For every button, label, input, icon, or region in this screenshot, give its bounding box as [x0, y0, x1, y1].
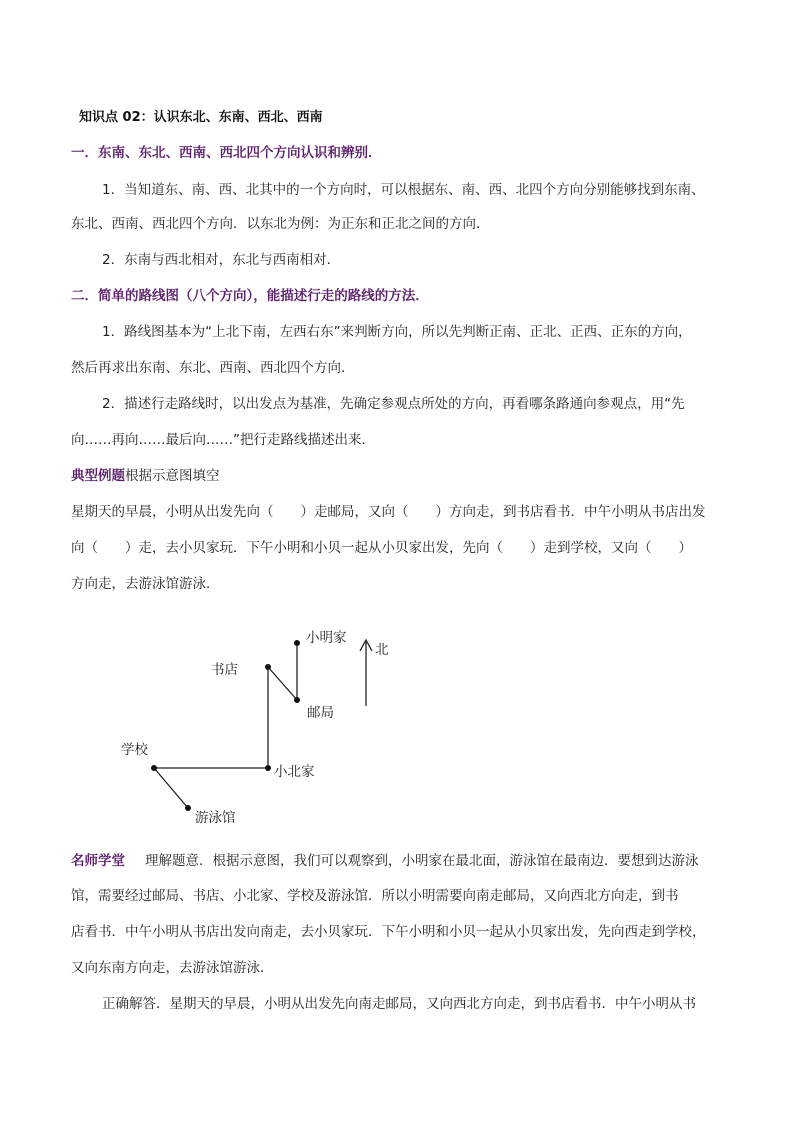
point-xiaobei-home	[265, 765, 271, 771]
point-xiaoming-home	[294, 640, 300, 646]
example-label: 典型例题	[71, 468, 125, 484]
label-bookstore: 书店	[211, 662, 238, 678]
label-north: 北	[375, 642, 389, 658]
example-question-line3: 方向走，去游泳馆游泳．	[71, 576, 220, 592]
teacher-line4: 又向东南方向走，去游泳馆游泳．	[71, 960, 274, 976]
label-pool: 游泳馆	[195, 810, 236, 826]
teacher-label: 名师学堂	[71, 853, 125, 869]
section2-paragraph2-line2: 向……再向……最后向……”把行走路线描述出来．	[71, 432, 375, 448]
section2-paragraph2-line1: 2．描述行走路线时，以出发点为基准，先确定参观点所处的方向，再看哪条路通向参观点，用“先	[102, 396, 685, 412]
example-instruction: 根据示意图填空	[125, 468, 220, 484]
page-title: 知识点 02：认识东北、东南、西北、西南	[79, 110, 323, 125]
route-post-to-bookstore	[268, 667, 297, 700]
label-xiaoming-home: 小明家	[306, 630, 347, 646]
point-bookstore	[265, 664, 271, 670]
example-header	[71, 466, 220, 486]
point-school	[151, 765, 157, 771]
north-arrow-icon	[360, 640, 372, 651]
point-pool	[185, 805, 191, 811]
section1-paragraph2: 2．东南与西北相对，东北与西南相对．	[102, 252, 341, 268]
section1-title: 一．东南、东北、西南、西北四个方向认识和辨别．	[71, 145, 382, 161]
teacher-line3: 店看书．中午小明从书店出发向南走，去小贝家玩．下午小明和小贝一起从小贝家出发，先向西走到学校，	[71, 924, 706, 940]
teacher-line1	[71, 851, 699, 871]
section1-paragraph1-line2: 东北、西南、西北四个方向．以东北为例：为正东和正北之间的方向．	[71, 216, 490, 232]
section2-title: 二．简单的路线图（八个方向），能描述行走的路线的方法．	[71, 288, 429, 304]
teacher-line2: 馆，需要经过邮局、书店、小北家、学校及游泳馆．所以小明需要向南走邮局，又向西北方向走，到书	[71, 888, 679, 904]
label-xiaobei-home: 小北家	[274, 764, 315, 780]
point-post-office	[294, 697, 300, 703]
example-question-line1: 星期天的早晨，小明从出发先向（ ）走邮局，又向（ ）方向走，到书店看书．中午小明从书店出发	[71, 504, 706, 520]
label-post-office: 邮局	[307, 705, 334, 721]
example-question-line2: 向（ ）走，去小贝家玩．下午小明和小贝一起从小贝家出发，先向（ ）走到学校，又向（ ）	[71, 540, 692, 556]
section1-paragraph1-line1: 1．当知道东、南、西、北其中的一个方向时，可以根据东、南、西、北四个方向分别能够找到东南、	[102, 182, 705, 198]
section2-paragraph1-line1: 1．路线图基本为“上北下南，左西右东”来判断方向，所以先判断正南、正北、正西、正东的方向，	[102, 324, 692, 340]
answer-line1: 正确解答．星期天的早晨，小明从出发先向南走邮局，又向西北方向走，到书店看书．中午小明从书	[102, 996, 696, 1012]
section2-paragraph1-line2: 然后再求出东南、东北、西南、西北四个方向．	[71, 360, 355, 376]
route-school-to-pool	[154, 768, 188, 808]
teacher-text-line1: 理解题意．根据示意图，我们可以观察到，小明家在最北面，游泳馆在最南边．要想到达游泳	[145, 853, 699, 869]
label-school: 学校	[121, 742, 148, 758]
